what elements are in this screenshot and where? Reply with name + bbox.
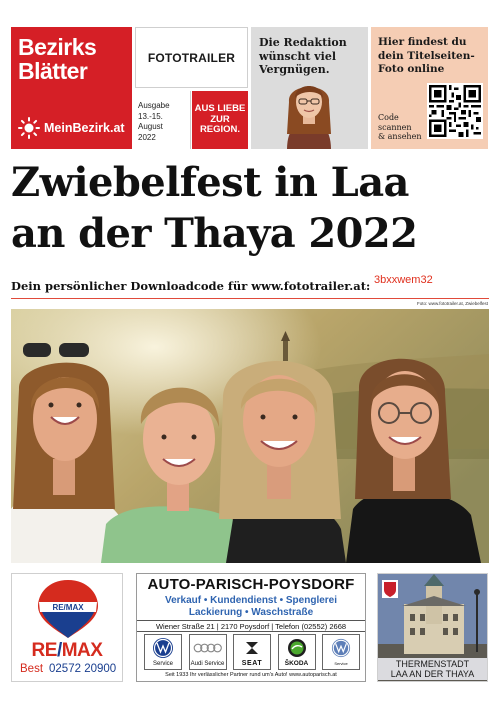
qr-code-icon[interactable] <box>427 83 483 139</box>
remax-name-slash: / <box>56 640 62 661</box>
redaktion-text: Die Redaktion wünscht viel Vergnügen. <box>259 36 347 76</box>
brand-skoda-label: ŠKODA <box>284 660 309 667</box>
parisch-services <box>137 595 365 619</box>
remax-phone[interactable]: 02572 20900 <box>49 663 117 675</box>
laa-caption-line-1: THERMENSTADT <box>395 659 470 669</box>
masthead <box>11 27 488 149</box>
brand-audi <box>189 634 227 670</box>
brand-row <box>144 634 360 670</box>
skoda-logo-icon <box>287 638 307 658</box>
region-slogan-text: AUS LIEBE ZUR REGION. <box>194 103 246 136</box>
remax-contact-label: Best <box>20 663 44 675</box>
laa-caption-line-2: LAA AN DER THAYA <box>390 669 475 679</box>
qr-line-1: Code <box>378 113 399 122</box>
cover-photo-illustration <box>11 309 489 563</box>
logo-line-1: Bezirks <box>18 34 97 60</box>
brand-vw-nutzfahrzeuge <box>322 634 360 670</box>
qr-line-2: scannen <box>378 122 412 132</box>
issue-year: 2022 <box>138 132 156 142</box>
sun-icon <box>18 117 40 139</box>
brand-seat <box>233 634 271 670</box>
parisch-services-line-1: Verkauf • Kundendienst • Spenglerei <box>164 595 338 606</box>
logo-site <box>18 117 125 139</box>
issue-dates: 13.-15. August <box>138 111 163 131</box>
download-code[interactable]: 3bxxwem32 <box>374 274 433 286</box>
headline-line-1: Zwiebelfest in Laa <box>11 159 409 206</box>
remax-name <box>12 640 122 662</box>
download-label: Dein persönlicher Downloadcode für www.fototrailer.at: <box>11 279 371 293</box>
parisch-title: AUTO-PARISCH-POYSDORF <box>147 576 355 593</box>
parisch-services-line-2: Lackierung • Waschstraße <box>188 607 314 618</box>
vw-logo-icon <box>152 637 174 659</box>
logo-line-2: Blätter <box>18 58 88 84</box>
remax-name-left: RE <box>31 640 57 661</box>
remax-name-right: MAX <box>61 640 103 661</box>
vw-nutzfahrzeuge-icon <box>331 638 351 658</box>
brand-vw <box>144 634 182 670</box>
brand-skoda <box>278 634 316 670</box>
headline-line-2: an der Thaya 2022 <box>11 210 418 257</box>
auto-parisch-ad[interactable] <box>136 573 366 682</box>
download-row <box>11 274 489 297</box>
qr-box <box>371 27 488 149</box>
qr-heading: Hier findest du dein Titelseiten-Foto online <box>378 36 475 75</box>
laa-caption <box>378 658 487 680</box>
qr-instructions <box>378 113 421 142</box>
region-slogan <box>192 91 248 149</box>
remax-contact <box>20 663 116 675</box>
brand-seat-label: SEAT <box>241 660 263 667</box>
parisch-footer: Seit 1933 Ihr verlässlicher Partner rund um's Auto! www.autoparisch.at <box>165 672 337 678</box>
parisch-address: Wiener Straße 21 | 2170 Poysdorf | Telefon (02552) 2668 <box>137 620 365 632</box>
brand-audi-label: Audi Service <box>190 661 225 667</box>
balloon-badge: RE/MAX <box>52 603 84 612</box>
cover-photo <box>11 309 489 563</box>
qr-line-3: & ansehen <box>378 132 422 141</box>
issue-info <box>135 91 191 149</box>
remax-ad[interactable] <box>11 573 123 682</box>
brand-vw-label: Service <box>152 661 173 667</box>
fototrailer-label: FOTOTRAILER <box>147 50 236 65</box>
logo-site-text: MeinBezirk.at <box>44 121 125 135</box>
bezirksblaetter-logo[interactable] <box>11 27 132 149</box>
laa-tourism-ad[interactable] <box>377 573 488 682</box>
issue-label: Ausgabe <box>138 101 170 110</box>
photo-credit: Foto: www.fototrailer.at, Zwiebelfest <box>416 301 488 306</box>
editor-portrait <box>273 72 345 149</box>
brand-vw-nutzfahrzeuge-label: Service <box>334 661 348 666</box>
headline <box>11 157 491 259</box>
redaktion-box <box>251 27 368 149</box>
balloon-icon <box>12 576 124 642</box>
divider <box>11 298 489 299</box>
fototrailer-box <box>135 27 248 88</box>
audi-rings-icon <box>193 643 223 653</box>
seat-logo-icon <box>243 639 261 657</box>
